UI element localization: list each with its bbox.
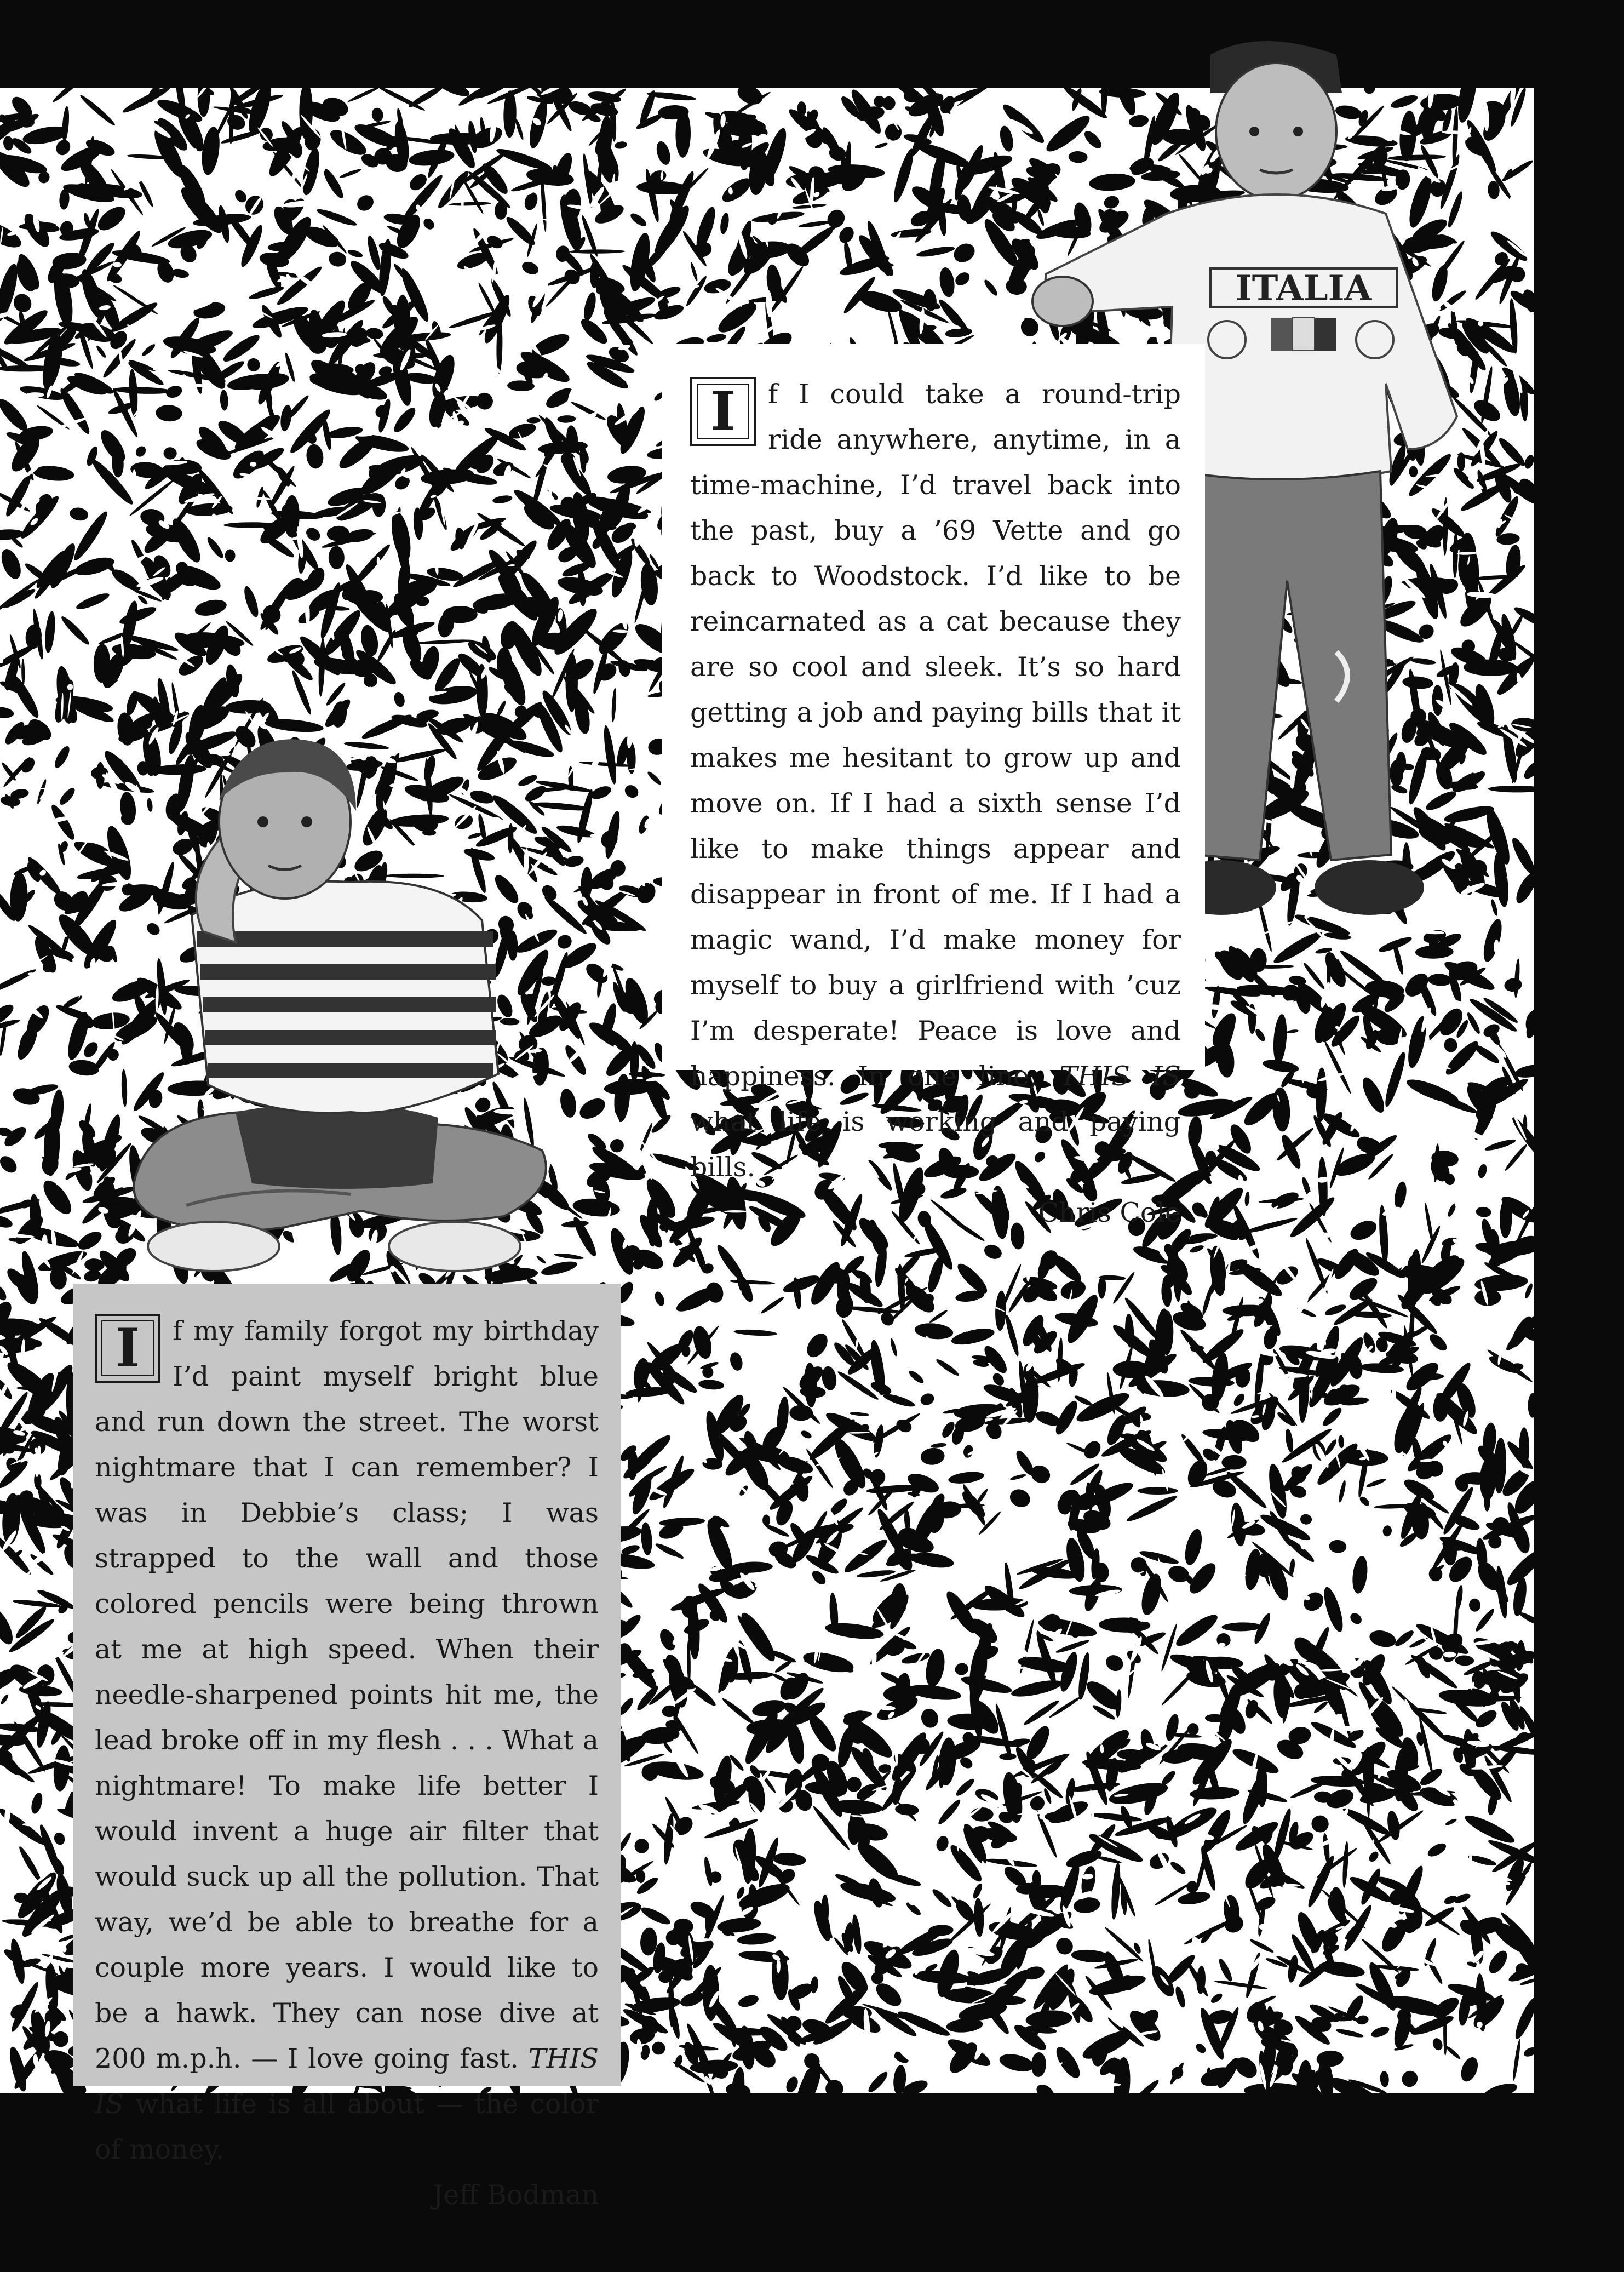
sweater-text: ITALIA: [1235, 268, 1372, 309]
cole-essay-text: [690, 371, 1181, 1190]
right-border: [1534, 0, 1624, 2272]
cole-essay-box: [662, 344, 1205, 1228]
bodman-photo: [120, 734, 570, 1293]
bodman-dropcap: [95, 1314, 160, 1383]
cole-dropcap: [690, 377, 756, 446]
cole-text-after: what life is working and paying bills.: [690, 1106, 1181, 1183]
cole-dropcap-letter: I: [697, 384, 749, 439]
bodman-dropcap-letter: I: [101, 1320, 154, 1376]
bodman-essay-box: [73, 1284, 621, 2211]
bodman-essay-text: [95, 1308, 599, 2172]
cole-emphasis: THIS IS: [1059, 1061, 1181, 1092]
bodman-emphasis: THIS IS: [95, 2043, 599, 2120]
cole-text-before: f I could take a round-trip ride anywhere, anytime, in a time-machine, I’d travel back into the past, buy a ’69 Vette and go back to Woodstock. I’d like to be reincarnated as a cat because they are so cool and sleek. It’s so hard getting a job and paying bills that it makes me hesitant to grow up and move on. If I had a sixth sense I’d like to make things appear and disappear in front of me. If I had a magic wand, I’d make money for myself to buy a girlfriend with ’cuz I’m desperate! Peace is love and happiness. In one line,: [690, 379, 1181, 1092]
bodman-text-before: f my family forgot my birthday I’d paint myself bright blue and run down the street. The worst nightmare that I can remember? I was in Debbie’s class; I was strapped to the wall and those colored pencils were being thrown at me at high speed. When their needle-sharpened points hit me, the lead broke off in my flesh . . . What a nightmare! To make life better I would invent a huge air filter that would suck up all the pollution. That way, we’d be able to breathe for a couple more years. I would like to be a hawk. They can nose dive at 200 m.p.h. — I love going fast.: [95, 1315, 599, 2074]
cole-signature: Chris Cole: [1038, 1197, 1181, 1228]
seated-person-icon: [134, 739, 546, 1271]
bodman-text-after: what life is all about — the color of money.: [95, 2088, 599, 2165]
bodman-signature: Jeff Bodman: [432, 2179, 599, 2211]
